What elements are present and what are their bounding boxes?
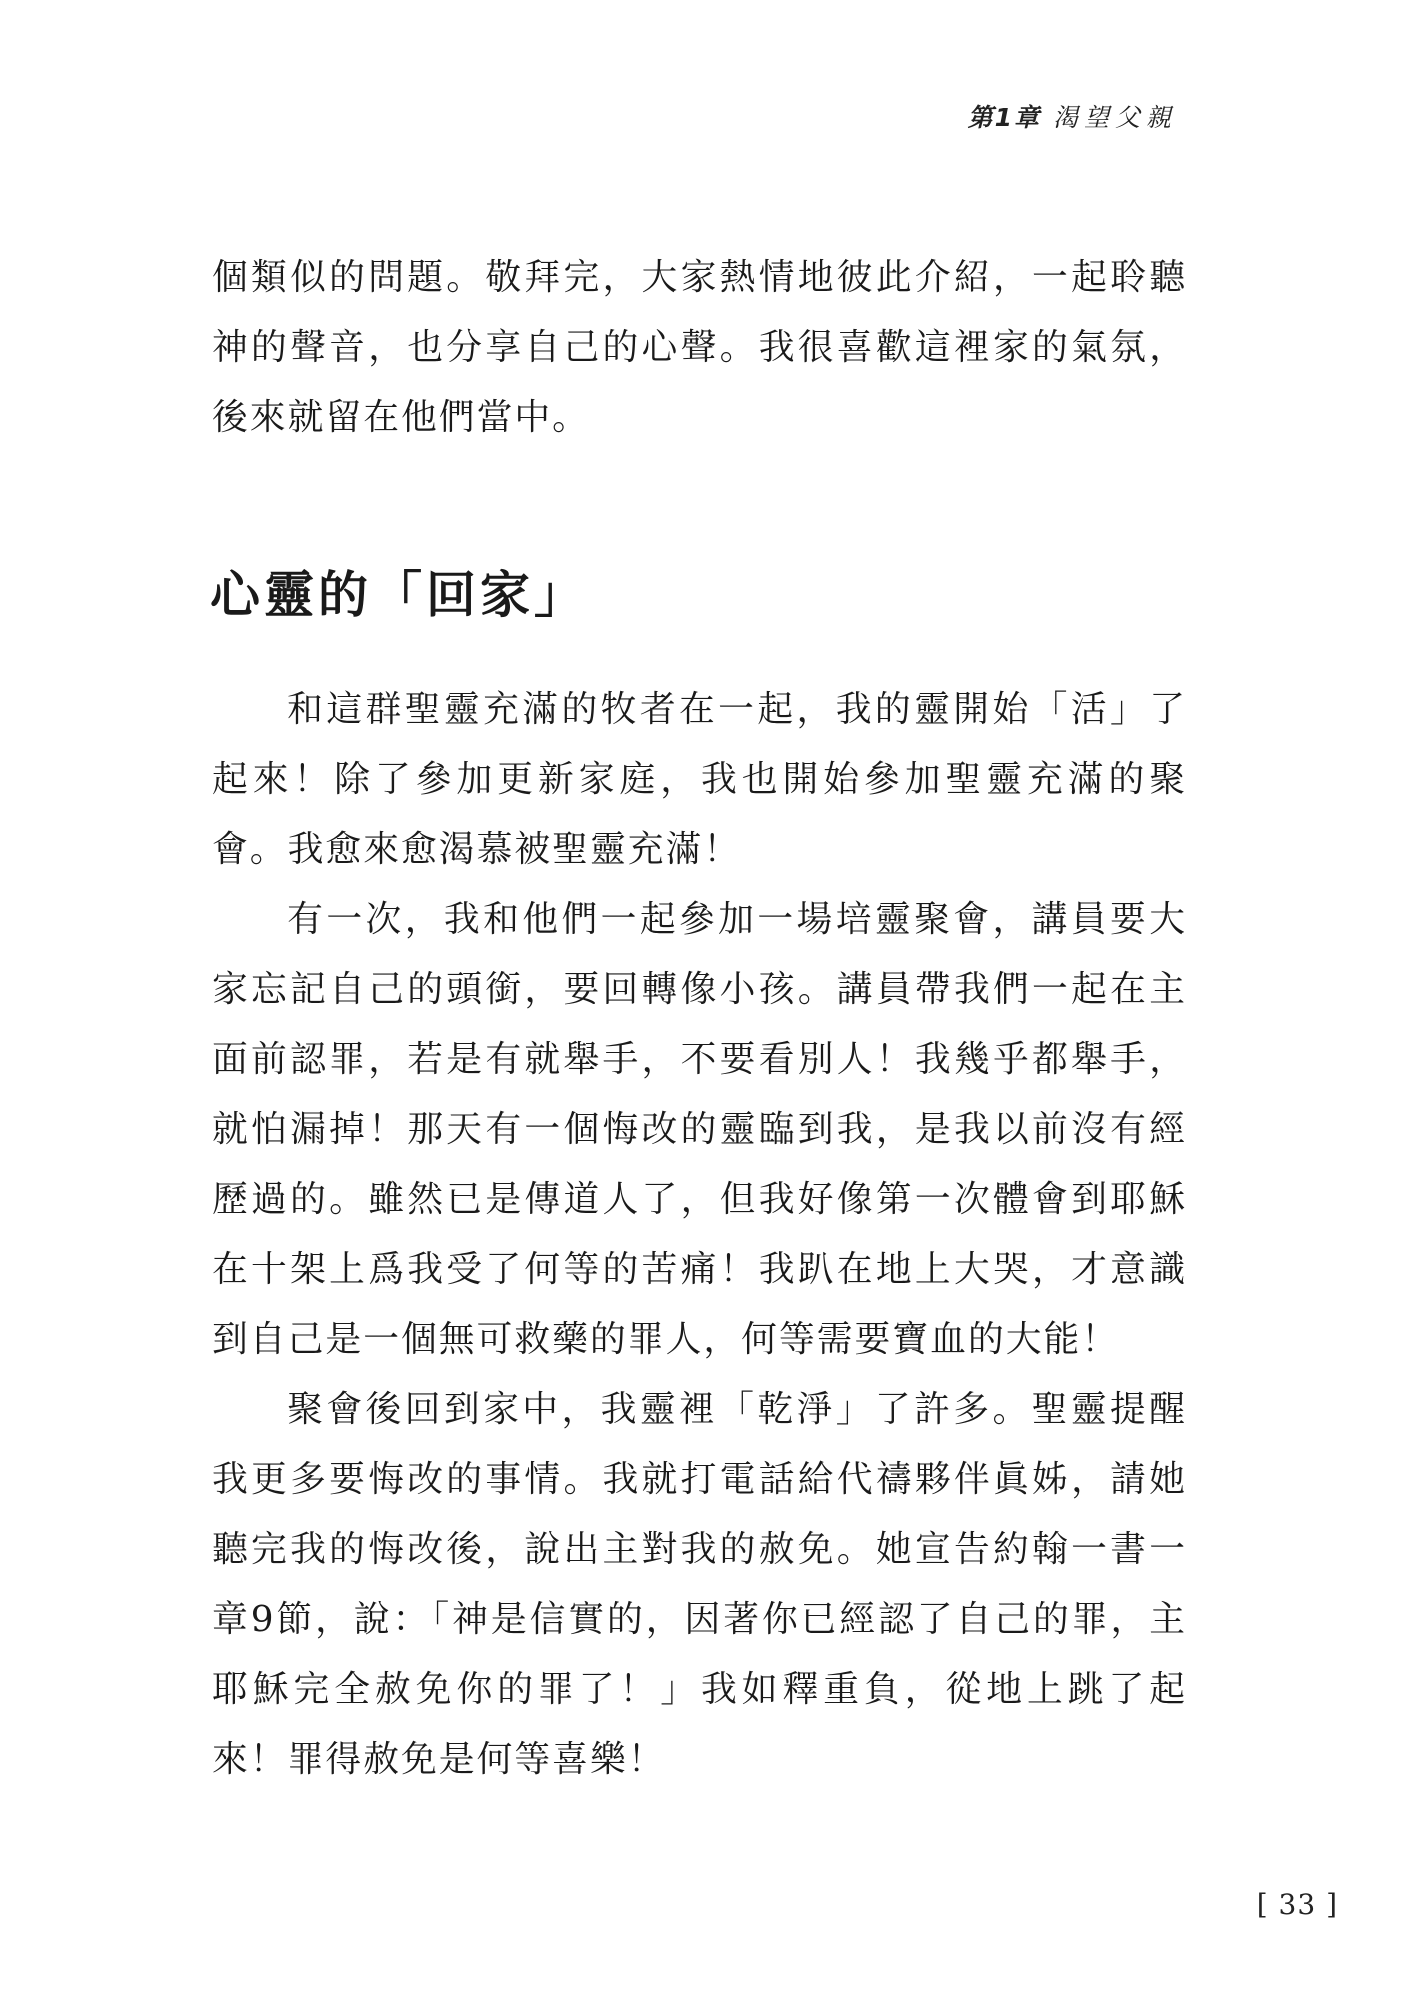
section-heading: 心靈的「回家」 xyxy=(210,566,588,624)
body-paragraph-1: 和這群聖靈充滿的牧者在一起，我的靈開始「活」了起來！除了參加更新家庭，我也開始參加聖靈充滿的聚會。我愈來愈渴慕被聖靈充滿！ xyxy=(212,689,1187,870)
body-paragraph-3: 聚會後回到家中，我靈裡「乾淨」了許多。聖靈提醒我更多要悔改的事情。我就打電話給代禱夥伴眞姊，請她聽完我的悔改後，說出主對我的赦免。她宣告約翰一書一章9節，說：「神是信實的，因著你已經認了自己的罪，主耶穌完全赦免你的罪了！」我如釋重負，從地上跳了起來！罪得赦免是何等喜樂！ xyxy=(212,1389,1187,1780)
opening-paragraph: 個類似的問題。敬拜完，大家熱情地彼此介紹，一起聆聽神的聲音，也分享自己的心聲。我很喜歡這裡家的氣氛，後來就留在他們當中。 xyxy=(212,257,1187,438)
opening-text-block xyxy=(212,243,1187,453)
page-number: [ 33 ] xyxy=(1256,1888,1338,1921)
section-body xyxy=(212,675,1187,1795)
chapter-number: 第1章 xyxy=(967,103,1041,132)
body-paragraph-2: 有一次，我和他們一起參加一場培靈聚會，講員要大家忘記自己的頭銜，要回轉像小孩。講員帶我們一起在主面前認罪，若是有就舉手，不要看別人！我幾乎都舉手，就怕漏掉！那天有一個悔改的靈臨到我，是我以前沒有經歷過的。雖然已是傳道人了，但我好像第一次體會到耶穌在十架上爲我受了何等的苦痛！我趴在地上大哭，才意識到自己是一個無可救藥的罪人，何等需要寶血的大能！ xyxy=(212,899,1187,1360)
chapter-title: 渴望父親 xyxy=(1052,103,1177,132)
running-header xyxy=(968,98,1177,134)
